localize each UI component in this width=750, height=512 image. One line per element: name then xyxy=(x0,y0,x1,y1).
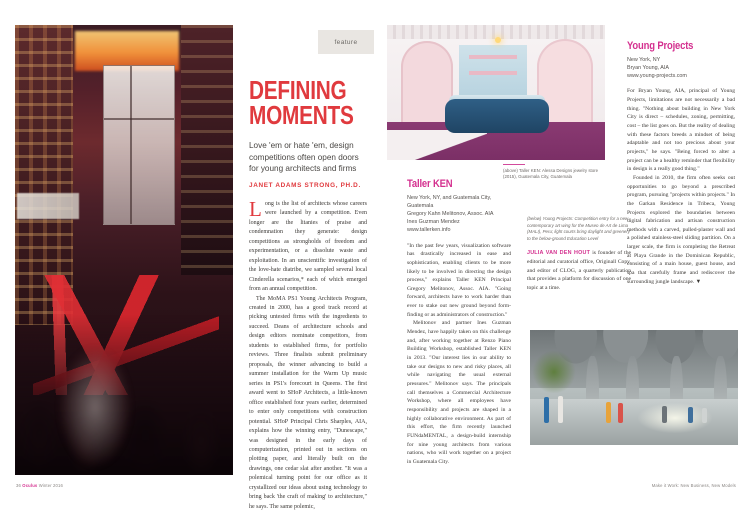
young-projects-principal: Bryan Young, AIA xyxy=(627,65,669,72)
taller-ken-principal-1: Gregory Kahn Melitonov, Assoc. AIA xyxy=(407,211,494,218)
render-greenery xyxy=(530,344,588,402)
young-projects-body xyxy=(627,87,735,286)
caption-rule xyxy=(503,164,525,165)
photo-mali-competition-render xyxy=(530,330,738,445)
firm-meta-taller-ken xyxy=(407,194,511,235)
caption-lima-museum: (below) Young Projects: Competition entry for a new contemporary art wing for the Museo de Art de Lima (MALI), Peru; light courts bring daylight and greenery to the below-ground Education Level xyxy=(527,216,630,241)
render-figure-4 xyxy=(618,403,623,423)
young-projects-location: New York, NY xyxy=(627,57,661,63)
clog-note xyxy=(527,249,631,292)
caption-jewelry-store: (above) Taller KEN: Alessa Designs jewelry store (2015), Guatemala City, Guatemala xyxy=(503,168,599,180)
taller-ken-location-2: Guatemala xyxy=(407,203,434,210)
caption-lima-block xyxy=(527,216,631,293)
hero-motion-blur-figure xyxy=(49,329,141,475)
render-figure-5 xyxy=(662,406,667,423)
render-figure-6 xyxy=(688,407,693,423)
tk-paragraph-2: Melitonov and partner Ines Guzman Mendez, have happily taken on this challenge and, after working together at Renzo Piano Building Workshop, established Taller KEN in 2013. "Our interest lies in our ability to take our designs to new and risky places, all while navigating the usual external pressures." Melitonov says. The principals call themselves a Commercial Architecture Workshop, where all employees have responsibility and projects are shaped in a highly collaborative environment. As part of this effort, the firm recently launched FUNdaMENTAL, a design-build internship for nine young architects from various nations, who will work together on a project in Guatemala City. xyxy=(407,320,511,465)
article-byline: JANET ADAMS STRONG, PH.D. xyxy=(249,181,361,189)
render-figure-1 xyxy=(544,397,549,423)
firm-meta-young-projects xyxy=(627,56,735,80)
hero-photograph-times-square xyxy=(15,25,233,475)
yp-paragraph-2: Founded in 2010, the firm often seeks out opportunities to go beyond a prescribed program, pursuing "projects within projects." In the Garkan Residence in Tribeca, Young Projects explored the boundaries between digital fabrication and artisan construction methods with a carved, pulled-plaster wall and a polished stainless-steel sliding partition. On a larger scale, the firm is completing the Retreat at Playa Grande in the Dominican Republic, consisting of a main house, guest house, and spa that carefully frame and rediscover the surrounding jungle landscape. ▼ xyxy=(627,174,735,285)
yp-paragraph-1: For Bryan Young, AIA, principal of Young Projects, limitations are not necessarily a bad thing. "Nothing about building in New York City is direct – schedules, zoning, permitting, cost – the list goes on. But the reality of dealing with these factors breeds a mindset of being adaptable and not too precious about your projects," he says. "Being forced to alter a project can be a healthy reminder that flexibility in design is a really good thing." xyxy=(627,88,735,173)
article-deck: Love 'em or hate 'em, design competitions often open doors for young architects and firms xyxy=(249,140,359,174)
body-paragraph-1-text: ong is the list of architects whose careers were launched by a competition. Even longer are the litanies of praise and condemnation they generate: design competitions as strongholds of freedom and experimentation, or a dissolute waste and exploitation. In an unscientific investigation of the love-hate diatribe, we sampled several local Cinderella scenarios,* each of which emerged from an annual competition. xyxy=(249,200,367,293)
store-pendant-light xyxy=(495,37,501,43)
store-white-floor xyxy=(387,130,487,160)
footer-right: Make it Work: New Business, New Models xyxy=(651,483,736,488)
clog-note-text: is founder of the editorial and curatorial office, Originall Copy, and editor of CLOG, a quarterly publication that provides a platform for discussion of one topic at a time. xyxy=(527,250,631,292)
firm-name-young-projects: Young Projects xyxy=(627,40,694,52)
page-title xyxy=(249,75,369,130)
right-page xyxy=(375,0,750,500)
issue-date: Winter 2016 xyxy=(38,483,63,488)
headline-line-1: DEFINING xyxy=(249,75,347,105)
article-text-column xyxy=(249,75,367,512)
headline-line-2: MOMENTS xyxy=(249,99,354,130)
clog-note-lead: JULIA VAN DEN HOUT xyxy=(527,250,591,257)
store-shelf-upper xyxy=(469,55,517,59)
render-figure-2 xyxy=(558,396,563,423)
store-display-counter xyxy=(445,99,549,133)
hero-sign-panel xyxy=(17,193,79,219)
body-paragraph-1 xyxy=(249,196,367,295)
footer-left xyxy=(16,483,63,488)
clog-note-block xyxy=(527,249,631,292)
section-tab-feature xyxy=(318,30,374,54)
publication-name: Oculus xyxy=(22,483,38,488)
taller-ken-location-1: New York, NY, and Guatemala City, xyxy=(407,195,492,201)
young-projects-url[interactable]: www.young-projects.com xyxy=(627,73,687,80)
taller-ken-url[interactable]: www.tallerken.info xyxy=(407,227,451,234)
firm-name-taller-ken: Taller KEN xyxy=(407,178,453,190)
photo-alessa-jewelry-store xyxy=(387,25,605,160)
hero-building-right xyxy=(181,25,233,275)
article-body xyxy=(249,196,367,512)
render-figure-7 xyxy=(702,408,707,423)
section-tab-label: feature xyxy=(334,39,358,46)
body-paragraph-2: The MoMA PS1 Young Architects Program, created in 2000, has a good track record at picking untested firms with the ingredients to succeed. Deans of architecture schools and design editors nominate competitors, from students to established firms, for portfolio reviews. Three finalists submit preliminary proposals, the winner advancing to build a summer installation for the Warm Up music series in PS1's forecourt in Queens. The first award went to SHoP Architects, a little-known office established four years earlier, determined to enter only competitions with construction potential. SHoP Principal Chris Sharples, AIA, explains how the winning entry, "Dunescape," was designed in the early days of computerization, printed out in sections on plotting paper, and literally built on the drawings, one cedar slat after another. "It was a polemical turning point for our office as it crystallized our ideas about using technology to bring back 'the craft of making' to architecture," he says. The same polemic, xyxy=(249,295,367,510)
hero-glass-facade xyxy=(103,65,175,225)
taller-ken-body xyxy=(407,242,511,467)
drop-cap: L xyxy=(249,196,262,221)
firm-block-young-projects xyxy=(627,40,735,286)
page-number: 36 xyxy=(16,483,21,488)
taller-ken-principal-2: Ines Guzman Mendez xyxy=(407,219,460,226)
store-shelf-lower xyxy=(469,71,517,75)
render-figure-3 xyxy=(606,402,611,423)
firm-block-taller-ken xyxy=(407,178,511,467)
tk-paragraph-1: "In the past few years, visualization software has drastically increased in ease and sophistication, enabling clients to be more likely to be involved in directing the design process," explains Taller KEN Principal Gregory Melitonov, Assoc. AIA. "Going forward, architects have to work harder than ever to stake out new ground beyond form-finding or as administrators of construction." xyxy=(407,242,511,318)
left-page xyxy=(0,0,375,510)
